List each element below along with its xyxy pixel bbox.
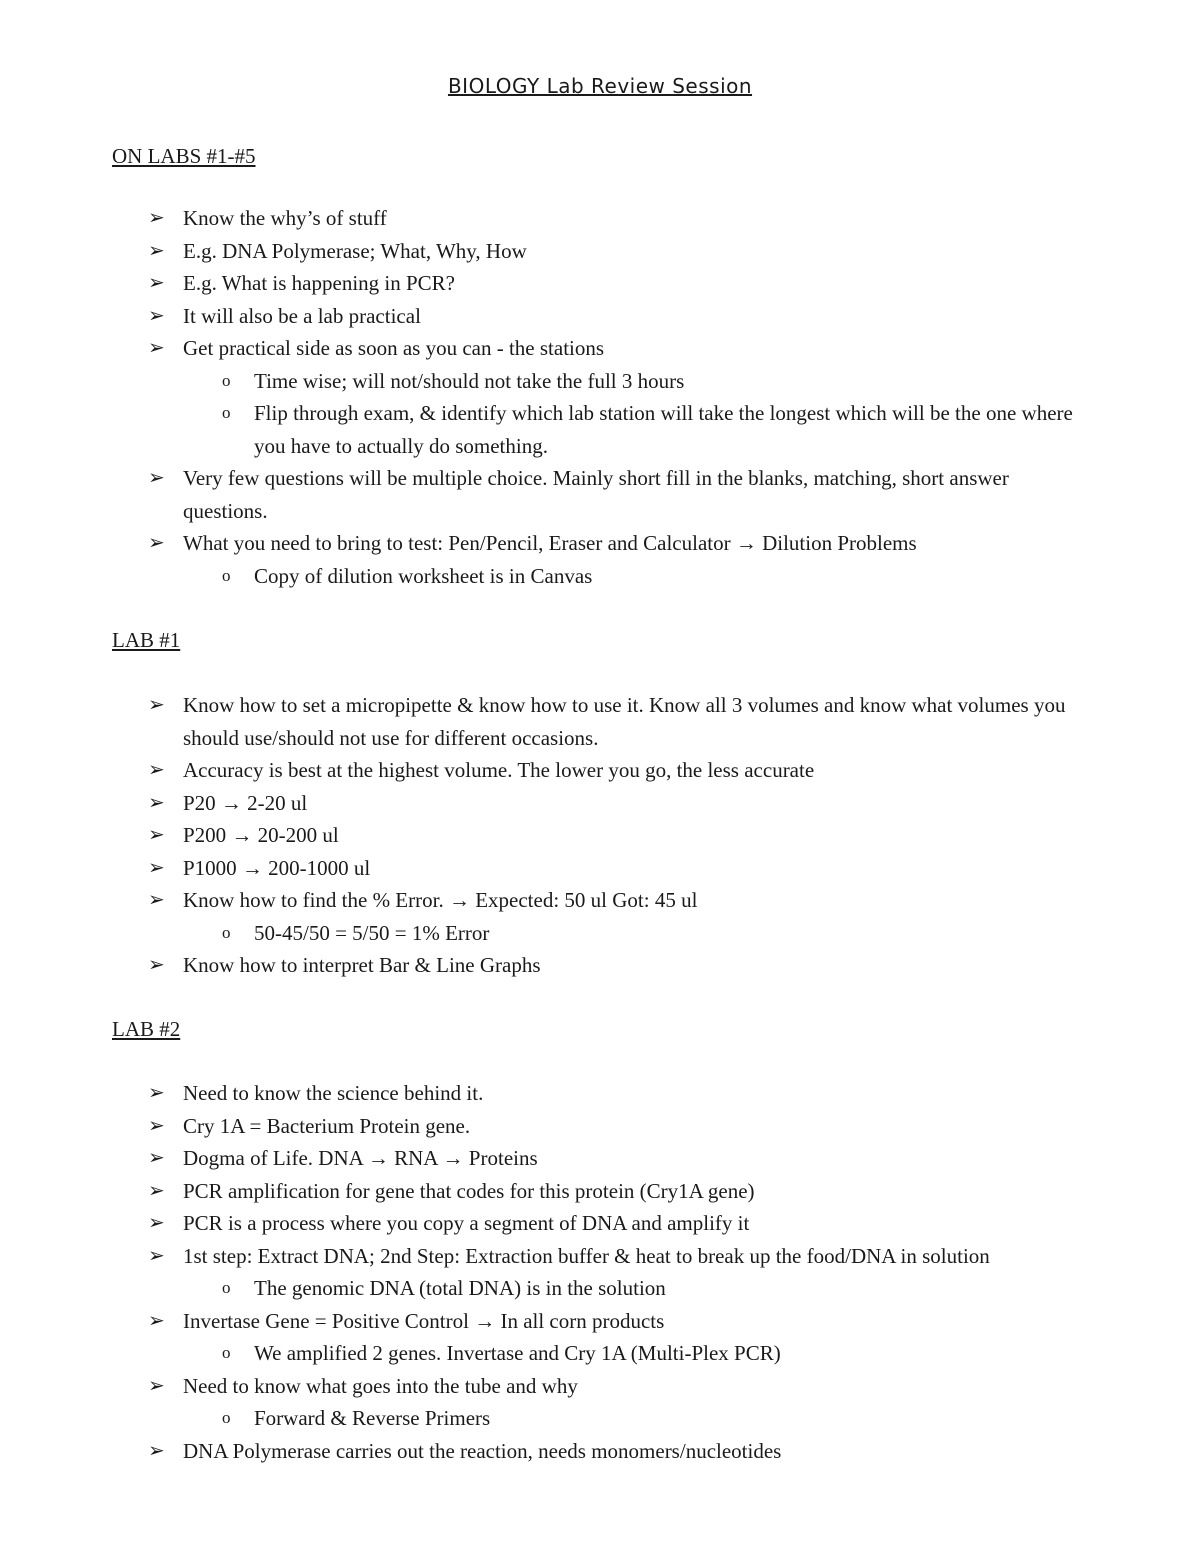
arrow-bullet-icon: ➢ [148,239,165,262]
bullet-item [0,1240,1083,1273]
sub-bullet-item [0,397,1084,462]
circle-bullet-icon: o [222,1408,231,1427]
bullet-item [0,1110,1083,1143]
bullet-text: P20 → 2-20 ul [183,790,308,815]
bullet-text: Flip through exam, & identify which lab station will take the longest which will be the one where you have to actually do something. [254,401,1073,458]
bullet-item [0,754,1083,787]
circle-bullet-icon: o [222,565,231,585]
arrow-bullet-icon: ➢ [148,1309,165,1332]
arrow-bullet-icon: ➢ [148,856,165,879]
circle-bullet-icon: o [222,1278,231,1297]
bullet-text: PCR is a process where you copy a segment of DNA and amplify it [183,1211,750,1235]
bullet-item [0,1207,1083,1240]
bullet-text: Cry 1A = Bacterium Protein gene. [183,1113,471,1138]
arrow-bullet-icon: ➢ [148,889,165,911]
bullet-text: What you need to bring to test: Pen/Pencil, Eraser and Calculator → Dilution Problems [183,531,917,555]
bullet-item [0,267,1083,300]
arrow-bullet-icon: ➢ [148,1244,165,1267]
bullet-text: Need to know what goes into the tube and why [183,1373,578,1398]
bullet-item [0,1142,1083,1175]
section-heading-lab-1: LAB #1 [112,628,181,652]
bullet-text: Know how to find the % Error. → Expected: 50 ul Got: 45 ul [183,888,698,912]
bullet-text: PCR amplification for gene that codes for this protein (Cry1A gene) [183,1178,755,1203]
bullet-item [0,884,1083,917]
bullet-text: Dogma of Life. DNA → RNA → Proteins [183,1146,538,1170]
bullet-item [0,527,1083,560]
section-heading-labs-1-5: ON LABS #1-#5 [112,144,256,168]
section-list-lab-1 [0,689,1200,982]
arrow-bullet-icon: ➢ [148,954,165,976]
document-title: BIOLOGY Lab Review Session [447,74,753,98]
bullet-item [0,1077,1083,1110]
bullet-text: E.g. DNA Polymerase; What, Why, How [183,238,527,263]
bullet-text: P1000 → 200-1000 ul [183,855,371,880]
bullet-item [0,949,1083,982]
circle-bullet-icon: o [222,922,231,942]
bullet-item [0,1175,1083,1208]
arrow-bullet-icon: ➢ [148,1082,165,1104]
arrow-bullet-icon: ➢ [148,304,165,327]
bullet-item [0,462,1083,527]
arrow-bullet-icon: ➢ [148,1439,165,1462]
bullet-text: 50-45/50 = 5/50 = 1% Error [254,920,490,945]
bullet-text: Forward & Reverse Primers [254,1406,491,1430]
bullet-text: E.g. What is happening in PCR? [183,271,456,295]
bullet-text: Know the why’s of stuff [183,206,387,230]
arrow-bullet-icon: ➢ [148,467,165,489]
bullet-item [0,689,1083,754]
bullet-item [0,1305,1083,1338]
circle-bullet-icon: o [222,403,231,422]
arrow-bullet-icon: ➢ [148,1179,165,1202]
bullet-text: Copy of dilution worksheet is in Canvas [254,563,593,588]
bullet-item [0,852,1083,885]
sub-bullet-item [0,365,1084,398]
bullet-item [0,1435,1083,1468]
bullet-text: It will also be a lab practical [183,303,421,328]
arrow-bullet-icon: ➢ [148,791,165,814]
arrow-bullet-icon: ➢ [148,694,165,716]
sub-bullet-item [0,1337,1084,1370]
arrow-bullet-icon: ➢ [148,207,165,229]
bullet-item [0,1370,1083,1403]
bullet-item [0,300,1083,333]
bullet-text: DNA Polymerase carries out the reaction, needs monomers/nucleotides [183,1438,782,1463]
bullet-text: Need to know the science behind it. [183,1081,484,1105]
circle-bullet-icon: o [222,370,231,390]
bullet-item [0,332,1083,365]
arrow-bullet-icon: ➢ [148,532,165,554]
bullet-text: The genomic DNA (total DNA) is in the solution [254,1276,666,1300]
bullet-text: Know how to interpret Bar & Line Graphs [183,953,541,977]
arrow-bullet-icon: ➢ [148,1147,165,1169]
arrow-bullet-icon: ➢ [148,1212,165,1234]
bullet-text: P200 → 20-200 ul [183,823,339,847]
bullet-text: Time wise; will not/should not take the full 3 hours [254,368,685,393]
arrow-bullet-icon: ➢ [148,337,165,359]
arrow-bullet-icon: ➢ [148,759,165,781]
section-list-lab-2 [0,1077,1200,1467]
sub-bullet-item [0,560,1084,593]
bullet-text: Accuracy is best at the highest volume. The lower you go, the less accurate [183,758,815,782]
bullet-item [0,787,1083,820]
circle-bullet-icon: o [222,1343,231,1362]
bullet-item [0,202,1083,235]
sub-bullet-item [0,1402,1084,1435]
arrow-bullet-icon: ➢ [148,1374,165,1397]
bullet-text: 1st step: Extract DNA; 2nd Step: Extraction buffer & heat to break up the food/DNA in solution [183,1243,990,1268]
sub-bullet-item [0,1272,1084,1305]
sub-bullet-item [0,917,1084,950]
bullet-item [0,235,1083,268]
section-heading-lab-2: LAB #2 [112,1017,181,1041]
bullet-text: Know how to set a micropipette & know how to use it. Know all 3 volumes and know what volumes you should use/should not use for different occasions. [183,693,1066,750]
arrow-bullet-icon: ➢ [148,272,165,294]
arrow-bullet-icon: ➢ [148,1114,165,1137]
arrow-bullet-icon: ➢ [148,824,165,846]
bullet-text: Very few questions will be multiple choice. Mainly short fill in the blanks, matching, short answer questions. [183,466,1009,523]
bullet-text: We amplified 2 genes. Invertase and Cry 1A (Multi-Plex PCR) [254,1341,781,1365]
bullet-item [0,819,1083,852]
section-list-labs-1-5 [0,202,1200,592]
bullet-text: Get practical side as soon as you can - the stations [183,336,605,360]
bullet-text: Invertase Gene = Positive Control → In all corn products [183,1308,665,1333]
